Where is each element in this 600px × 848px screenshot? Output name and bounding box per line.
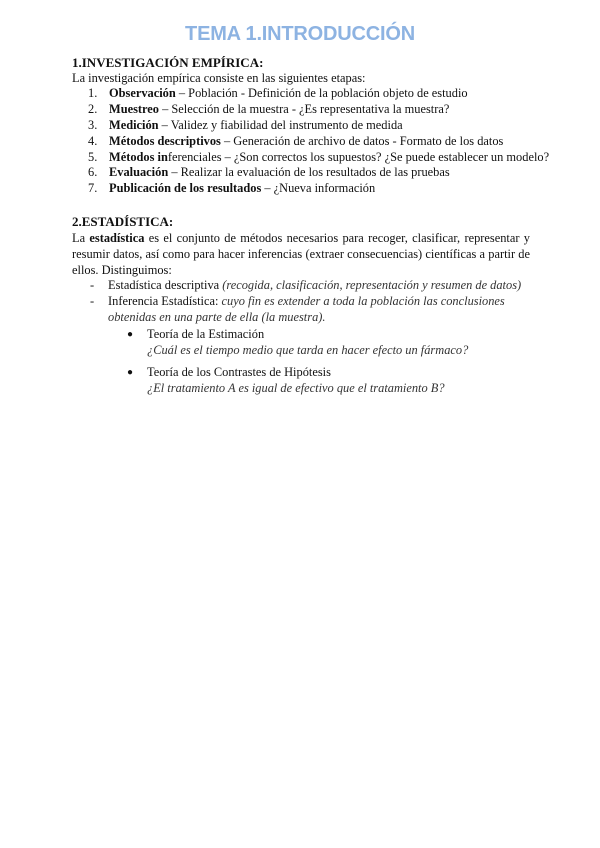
document-title	[0, 23, 600, 46]
step-text: ferenciales – ¿Son correctos los supuestos? ¿Se puede establecer un modelo?	[167, 149, 550, 164]
item-note: (recogida, clasificación, representación y resumen de datos)	[222, 278, 522, 292]
list-item-descriptive	[90, 278, 530, 294]
section2-heading: 2.ESTADÍSTICA:	[72, 214, 174, 229]
step-item	[72, 86, 549, 102]
bullet-label: Teoría de la Estimación	[147, 327, 265, 341]
step-number: 6.	[88, 165, 98, 180]
step-number: 3.	[88, 117, 98, 132]
bullet-dot-icon: ●	[127, 367, 134, 378]
step-term: Métodos descriptivos	[109, 133, 221, 148]
step-item	[72, 134, 549, 150]
step-text: – Población - Definición de la población objeto de estudio	[175, 86, 468, 100]
step-number: 2.	[88, 101, 98, 116]
step-item	[72, 102, 549, 118]
bullet-hypothesis	[127, 365, 527, 397]
step-text: – Realizar la evaluación de los resultados de las pruebas	[168, 165, 450, 180]
step-text: – Validez y fiabilidad del instrumento de medida	[158, 117, 403, 132]
definition-body: es el conjunto de métodos necesarios para recoger, clasificar, representar y resumir datos, así como para hacer inferencias (extraer consecuencias) científicas a partir de ellos. Distinguimos:	[72, 231, 530, 277]
step-item	[72, 118, 549, 134]
list-item-inferential	[90, 294, 530, 326]
bullet-example: ¿El tratamiento A es igual de efectivo que el tratamiento B?	[147, 380, 445, 395]
step-term: Muestreo	[109, 101, 160, 116]
step-item	[72, 181, 549, 197]
step-item	[72, 165, 549, 181]
step-text: – Generación de archivo de datos - Formato de los datos	[220, 133, 504, 148]
bullet-example: ¿Cuál es el tiempo medio que tarda en hacer efecto un fármaco?	[147, 342, 469, 357]
section1-intro: La investigación empírica consiste en las siguientes etapas:	[72, 71, 366, 85]
step-item	[72, 150, 549, 166]
step-number: 5.	[88, 149, 98, 164]
bullet-label: Teoría de los Contrastes de Hipótesis	[147, 365, 331, 379]
step-term: Medición	[109, 117, 159, 132]
steps-list	[72, 86, 549, 197]
dash-marker: -	[90, 294, 95, 308]
item-note: cuyo fin es extender a toda la población las conclusiones obtenidas en una parte de ella (la muestra).	[108, 294, 505, 324]
step-number: 7.	[88, 181, 98, 196]
step-number: 1.	[88, 86, 98, 100]
document-title-text: TEMA 1.INTRODUCCIÓN	[185, 23, 415, 45]
step-term: Evaluación	[109, 165, 169, 180]
definition-term: estadística	[89, 231, 145, 245]
step-number: 4.	[88, 133, 98, 148]
bullet-estimation	[127, 327, 527, 359]
step-term: Publicación de los resultados	[109, 181, 262, 196]
section1-heading: 1.INVESTIGACIÓN EMPÍRICA:	[72, 55, 264, 70]
definition-prefix: La	[72, 231, 90, 245]
item-label: Inferencia Estadística:	[108, 294, 222, 308]
dash-marker: -	[90, 278, 95, 292]
bullet-dot-icon: ●	[127, 329, 134, 340]
step-text: – ¿Nueva información	[261, 181, 376, 196]
section2-definition	[72, 231, 530, 278]
step-term: Métodos in	[109, 149, 168, 164]
step-text: – Selección de la muestra - ¿Es representativa la muestra?	[159, 101, 450, 116]
step-term: Observación	[109, 86, 176, 100]
item-label: Estadística descriptiva	[108, 278, 223, 292]
